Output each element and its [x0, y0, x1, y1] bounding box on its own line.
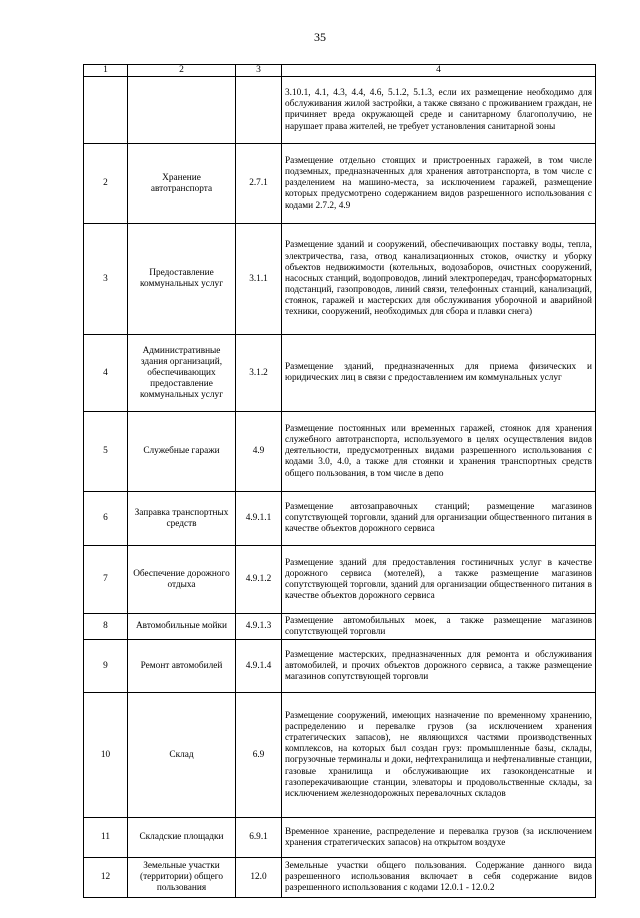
use-name: Автомобильные мойки — [128, 614, 236, 640]
use-name: Предоставление коммунальных услуг — [128, 224, 236, 335]
use-code: 6.9.1 — [236, 818, 282, 858]
use-name — [128, 77, 236, 144]
use-code: 4.9.1.1 — [236, 492, 282, 546]
use-code: 4.9.1.3 — [236, 614, 282, 640]
use-description: 3.10.1, 4.1, 4.3, 4.4, 4.6, 5.1.2, 5.1.3, если их размещение необходимо для обслуживания жилой застройки, а также связано с проживанием граждан, не причиняет вреда окружающей среде и санитарному благополучию, не нарушает права жителей, не требует установления санитарной зоны — [282, 77, 596, 144]
row-number: 6 — [84, 492, 128, 546]
row-number: 12 — [84, 858, 128, 898]
column-header: 2 — [128, 65, 236, 77]
use-description: Размещение зданий, предназначенных для приема физических и юридических лиц в связи с предоставлением им коммунальных услуг — [282, 335, 596, 412]
row-number: 3 — [84, 224, 128, 335]
use-name: Складские площадки — [128, 818, 236, 858]
table-row — [84, 77, 596, 144]
row-number: 7 — [84, 546, 128, 614]
row-number: 2 — [84, 144, 128, 224]
use-description: Размещение отдельно стоящих и пристроенных гаражей, в том числе подземных, предназначенных для хранения автотранспорта, в том числе с разделением на машино-места, за исключением гаражей, размещение которых предусмотрено содержанием видов разрешенного использования с кодами 2.7.2, 4.9 — [282, 144, 596, 224]
table-row — [84, 858, 596, 898]
table-row — [84, 818, 596, 858]
table-row — [84, 412, 596, 492]
use-name: Заправка транспортных средств — [128, 492, 236, 546]
use-code: 3.1.1 — [236, 224, 282, 335]
use-description: Размещение сооружений, имеющих назначение по временному хранению, распределению и перевалке грузов (за исключением хранения стратегических запасов), не являющихся частями производственных комплексов, на которых был создан груз: промышленные базы, склады, погрузочные терминалы и доки, нефтехранилища и нефтеналивные станции, газовые хранилища и обслуживающие их газоконденсатные и газоперекачивающие станции, элеваторы и продовольственные склады, за исключением железнодорожных перевалочных складов — [282, 693, 596, 818]
use-code — [236, 77, 282, 144]
use-name: Склад — [128, 693, 236, 818]
row-number — [84, 77, 128, 144]
use-name: Хранение автотранспорта — [128, 144, 236, 224]
row-number: 10 — [84, 693, 128, 818]
table-row — [84, 224, 596, 335]
use-description: Размещение постоянных или временных гаражей, стоянок для хранения служебного автотранспорта, используемого в целях осуществления видов деятельности, предусмотренных видами разрешенного использования с кодами 3.0, 4.0, а также для стоянки и хранения транспортных средств общего пользования, в том числе в депо — [282, 412, 596, 492]
row-number: 5 — [84, 412, 128, 492]
use-code: 6.9 — [236, 693, 282, 818]
use-description: Размещение зданий и сооружений, обеспечивающих поставку воды, тепла, электричества, газа, отвод канализационных стоков, очистку и уборку объектов недвижимости (котельных, водозаборов, очистных сооружений, насосных станций, водопроводов, линий электропередач, трансформаторных подстанций, газопроводов, линий связи, телефонных станций, канализаций, стоянок, гаражей и мастерских для обслуживания уборочной и аварийной техники, сооружений, необходимых для сбора и плавки снега) — [282, 224, 596, 335]
use-code: 4.9.1.2 — [236, 546, 282, 614]
use-code: 12.0 — [236, 858, 282, 898]
table-row — [84, 640, 596, 693]
use-description: Земельные участки общего пользования. Содержание данного вида разрешенного использования включает в себя содержание видов разрешенного использования с кодами 12.0.1 - 12.0.2 — [282, 858, 596, 898]
table-row — [84, 335, 596, 412]
use-description: Размещение автозаправочных станций; размещение магазинов сопутствующей торговли, зданий для организации общественного питания в качестве объектов дорожного сервиса — [282, 492, 596, 546]
land-use-table — [83, 64, 596, 898]
use-name: Административные здания организаций, обеспечивающих предоставление коммунальных услуг — [128, 335, 236, 412]
table-row — [84, 614, 596, 640]
column-header: 1 — [84, 65, 128, 77]
use-code: 4.9.1.4 — [236, 640, 282, 693]
row-number: 11 — [84, 818, 128, 858]
use-description: Размещение автомобильных моек, а также размещение магазинов сопутствующей торговли — [282, 614, 596, 640]
row-number: 9 — [84, 640, 128, 693]
table-row — [84, 546, 596, 614]
use-code: 2.7.1 — [236, 144, 282, 224]
use-name: Обеспечение дорожного отдыха — [128, 546, 236, 614]
row-number: 8 — [84, 614, 128, 640]
page-number: 35 — [314, 30, 326, 44]
table-header-row — [84, 65, 596, 77]
use-description: Размещение зданий для предоставления гостиничных услуг в качестве дорожного сервиса (мотелей), а также размещение магазинов сопутствующей торговли, зданий для организации общественного питания в качестве объектов дорожного сервиса — [282, 546, 596, 614]
table-row — [84, 693, 596, 818]
table-row — [84, 144, 596, 224]
row-number: 4 — [84, 335, 128, 412]
column-header: 3 — [236, 65, 282, 77]
table-row — [84, 492, 596, 546]
use-code: 3.1.2 — [236, 335, 282, 412]
use-name: Ремонт автомобилей — [128, 640, 236, 693]
use-name: Земельные участки (территории) общего пользования — [128, 858, 236, 898]
use-name: Служебные гаражи — [128, 412, 236, 492]
use-description: Размещение мастерских, предназначенных для ремонта и обслуживания автомобилей, и прочих объектов дорожного сервиса, а также размещение магазинов сопутствующей торговли — [282, 640, 596, 693]
use-description: Временное хранение, распределение и перевалка грузов (за исключением хранения стратегических запасов) на открытом воздухе — [282, 818, 596, 858]
column-header: 4 — [282, 65, 596, 77]
use-code: 4.9 — [236, 412, 282, 492]
